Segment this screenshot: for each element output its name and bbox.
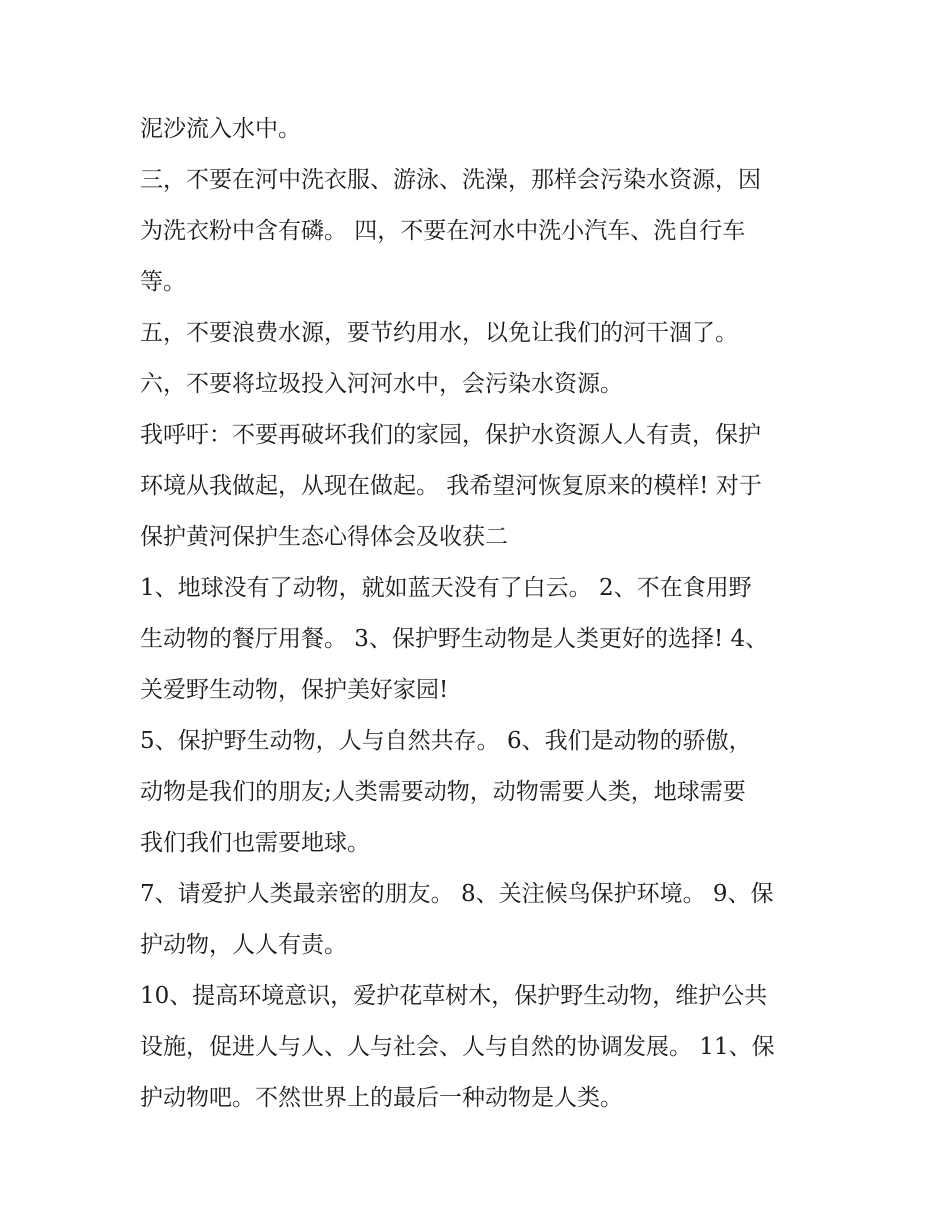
text-line: 10、提高环境意识，爱护花草树木，保护野生动物，维护公共 [140, 983, 768, 1009]
paragraph-slogans-1-4 [140, 563, 820, 716]
paragraph-slogans-5-6 [140, 716, 820, 869]
section-heading: 保护黄河保护生态心得体会及收获二 [140, 524, 508, 550]
text-line: 关爱野生动物，保护美好家园! [140, 677, 449, 703]
text-line: 三，不要在河中洗衣服、游泳、洗澡，那样会污染水资源，因 [140, 167, 761, 193]
text-line: 环境从我做起，从现在做起。 我希望河恢复原来的模样! 对于 [140, 473, 762, 499]
text-line: 生动物的餐厅用餐。 3、保护野生动物是人类更好的选择! 4、 [140, 626, 769, 652]
document-body [140, 104, 820, 1124]
text-line: 1、地球没有了动物，就如蓝天没有了白云。 2、不在食用野 [140, 575, 752, 601]
paragraph-appeal [140, 410, 820, 563]
text-line: 五，不要浪费水源，要节约用水，以免让我们的河干涸了。 [140, 320, 738, 346]
paragraph-rule-three-four [140, 155, 820, 308]
text-line: 动物是我们的朋友;人类需要动物，动物需要人类，地球需要 [140, 779, 746, 805]
text-line: 泥沙流入水中。 [140, 116, 301, 142]
text-line: 护动物吧。不然世界上的最后一种动物是人类。 [140, 1085, 623, 1111]
text-line: 为洗衣粉中含有磷。 四，不要在河水中洗小汽车、洗自行车 [140, 218, 746, 244]
paragraph-sediment [140, 104, 820, 155]
paragraph-rule-five [140, 308, 820, 359]
paragraph-slogans-10-11 [140, 971, 820, 1124]
text-line: 护动物，人人有责。 [140, 932, 347, 958]
text-line: 六，不要将垃圾投入河河水中，会污染水资源。 [140, 371, 623, 397]
paragraph-rule-six [140, 359, 820, 410]
text-line: 设施，促进人与人、人与社会、人与自然的协调发展。 11、保 [140, 1034, 775, 1060]
text-line: 7、请爱护人类最亲密的朋友。 8、关注候鸟保护环境。 9、保 [140, 881, 774, 907]
text-line: 我呼吁：不要再破坏我们的家园，保护水资源人人有责，保护 [140, 422, 761, 448]
text-line: 我们我们也需要地球。 [140, 830, 370, 856]
text-line: 等。 [140, 269, 186, 295]
text-line: 5、保护野生动物，人与自然共存。 6、我们是动物的骄傲， [140, 728, 752, 754]
paragraph-slogans-7-9 [140, 869, 820, 971]
